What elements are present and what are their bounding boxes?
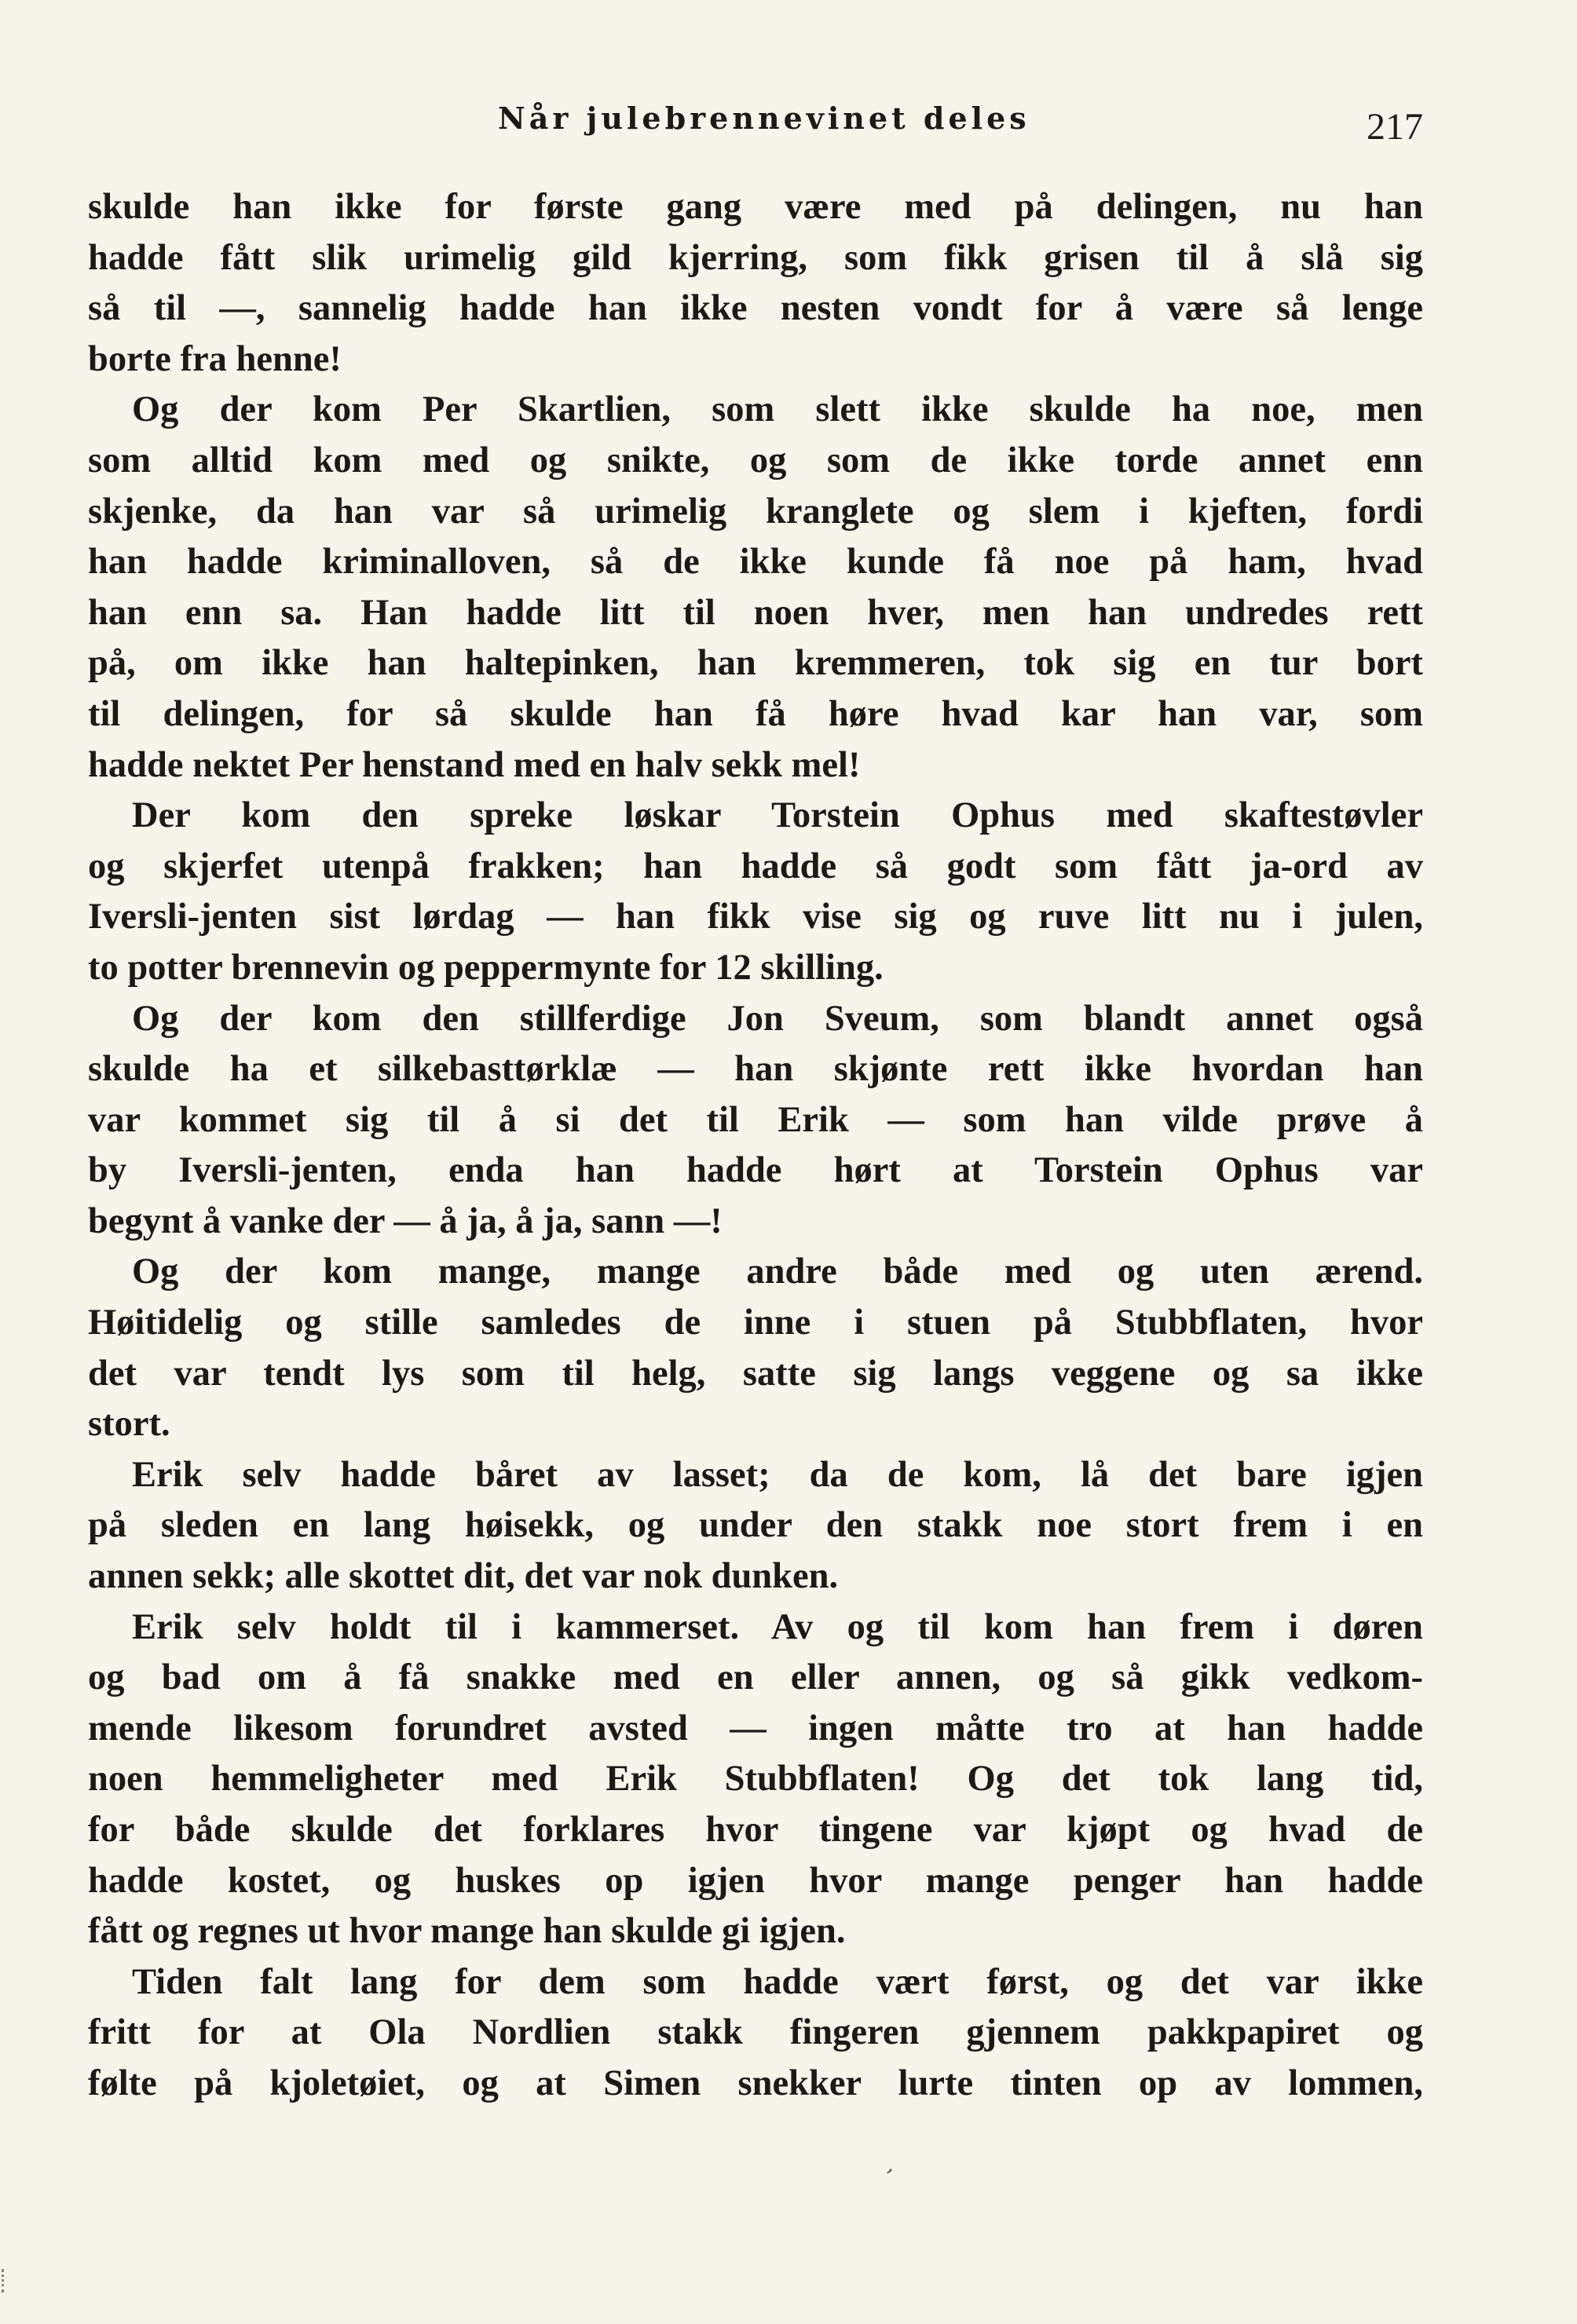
text-line: hadde nektet Per henstand med en halv sekk mel! (88, 744, 861, 785)
text-line: stort. (88, 1404, 170, 1445)
text-line: så til —, sannelig hadde han ikke nesten vondt for å være så lenge (88, 288, 1423, 329)
text-line: borte fra henne! (88, 338, 342, 379)
text-line: og bad om å få snakke med en eller annen, og så gikk vedkom- (88, 1657, 1423, 1698)
text-line: Og der kom mange, mange andre både med og uten ærend. (132, 1252, 1423, 1292)
text-line: Erik selv hadde båret av lasset; da de kom, lå det bare igjen (132, 1454, 1423, 1495)
text-line: som alltid kom med og snikte, og som de ikke torde annet enn (88, 440, 1423, 481)
text-line: fritt for at Ola Nordlien stakk fingeren gjennem pakkpapiret og (88, 2012, 1423, 2053)
ink-speck: , (884, 2150, 901, 2178)
text-line: skulde ha et silkebasttørklæ — han skjønte rett ikke hvordan han (88, 1049, 1423, 1090)
text-line: hadde fått slik urimelig gild kjerring, som fikk grisen til å slå sig (88, 237, 1423, 278)
text-line: noen hemmeligheter med Erik Stubbflaten! Og det tok lang tid, (88, 1759, 1423, 1800)
text-line: han enn sa. Han hadde litt til noen hver, men han undredes rett (88, 592, 1423, 633)
page-header (88, 94, 1423, 165)
text-line: på sleden en lang høisekk, og under den stakk noe stort frem i en (88, 1505, 1423, 1546)
text-line: hadde kostet, og huskes op igjen hvor mange penger han hadde (88, 1860, 1423, 1901)
scan-edge-marks (2, 2269, 10, 2293)
text-line: by Iversli-jenten, enda han hadde hørt at Torstein Ophus var (88, 1150, 1423, 1191)
text-line: Iversli-jenten sist lørdag — han fikk vise sig og ruve litt nu i julen, (88, 897, 1423, 937)
text-line: han hadde kriminalloven, så de ikke kunde få noe på ham, hvad (88, 542, 1423, 583)
text-line: på, om ikke han haltepinken, han kremmeren, tok sig en tur bort (88, 643, 1423, 684)
body-text (88, 182, 1423, 2110)
text-line: var kommet sig til å si det til Erik — som han vilde prøve å (88, 1099, 1423, 1140)
text-line: skulde han ikke for første gang være med på delingen, nu han (88, 187, 1423, 227)
text-line: mende likesom forundret avsted — ingen måtte tro at han hadde (88, 1708, 1423, 1748)
text-line: Der kom den spreke løskar Torstein Ophus med skaftestøvler (132, 795, 1423, 836)
text-line: to potter brennevin og peppermynte for 12 skilling. (88, 947, 884, 988)
page-number: 217 (1367, 106, 1423, 148)
text-line: til delingen, for så skulde han få høre hvad kar han var, som (88, 693, 1423, 734)
text-line: det var tendt lys som til helg, satte sig langs veggene og sa ikke (88, 1353, 1423, 1394)
text-line: Og der kom den stillferdige Jon Sveum, som blandt annet også (132, 998, 1423, 1039)
text-line: fått og regnes ut hvor mange han skulde gi igjen. (88, 1911, 846, 1952)
running-title: Når julebrennevinet deles (498, 100, 1030, 136)
text-line: følte på kjoletøiet, og at Simen snekker lurte tinten op av lommen, (88, 2063, 1423, 2103)
text-line: Tiden falt lang for dem som hadde vært først, og det var ikke (132, 1961, 1423, 2002)
text-line: Høitidelig og stille samledes de inne i stuen på Stubbflaten, hvor (88, 1303, 1423, 1343)
text-line: Erik selv holdt til i kammerset. Av og til kom han frem i døren (132, 1606, 1423, 1647)
text-line: annen sekk; alle skottet dit, det var nok dunken. (88, 1556, 839, 1597)
text-line: begynt å vanke der — å ja, å ja, sann —! (88, 1200, 723, 1241)
text-line: skjenke, da han var så urimelig kranglete og slem i kjeften, fordi (88, 491, 1423, 532)
text-line: og skjerfet utenpå frakken; han hadde så godt som fått ja-ord av (88, 846, 1423, 886)
text-line: for både skulde det forklares hvor tingene var kjøpt og hvad de (88, 1810, 1423, 1850)
text-line: Og der kom Per Skartlien, som slett ikke skulde ha noe, men (132, 389, 1423, 430)
